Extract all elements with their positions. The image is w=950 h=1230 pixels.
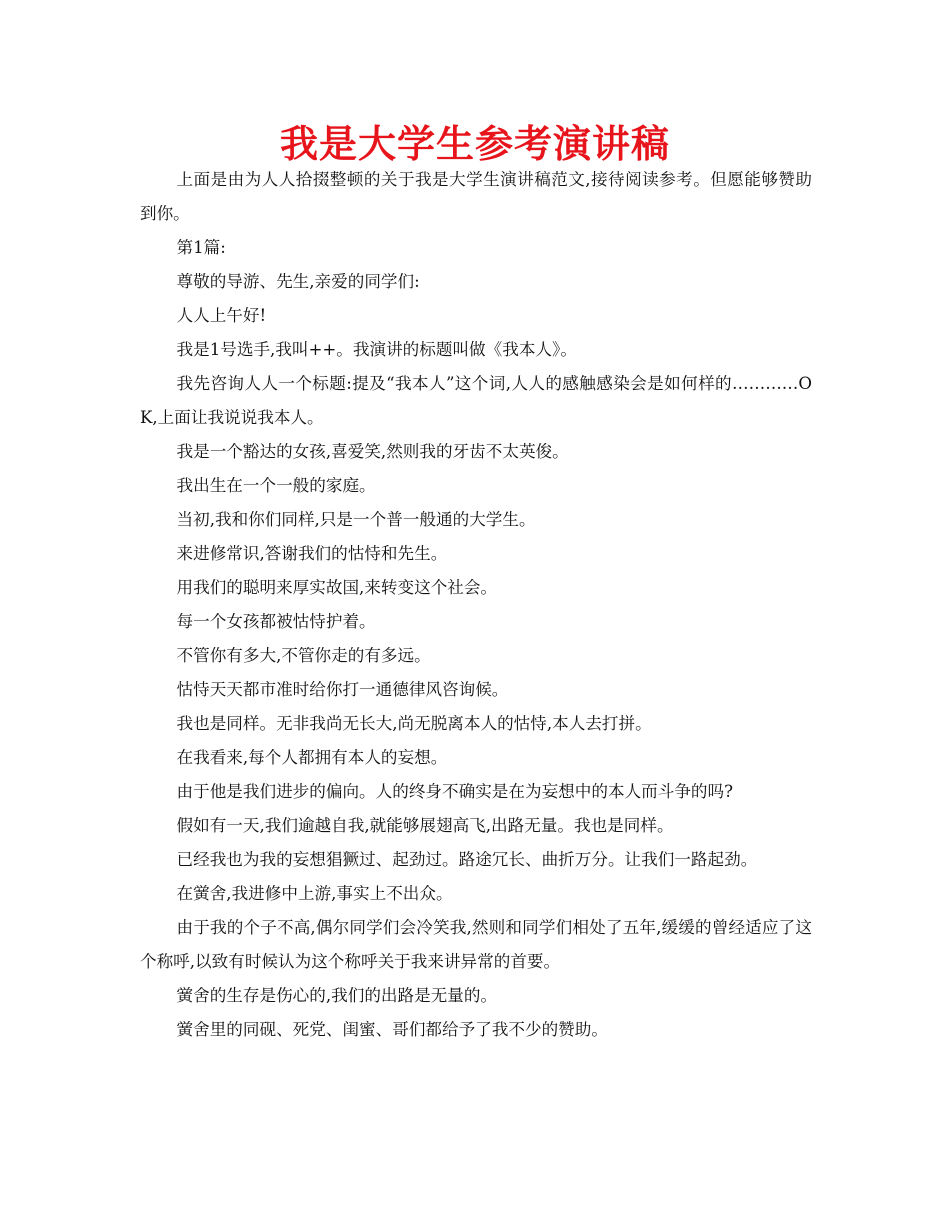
- paragraph: 由于我的个子不高,偶尔同学们会冷笑我,然则和同学们相处了五年,缓缓的曾经适应了这个称呼,以致有时候认为这个称呼关于我来讲异常的首要。: [140, 918, 812, 971]
- paragraph: 黉舍的生存是伤心的,我们的出路是无量的。: [176, 986, 498, 1005]
- paragraph: 由于他是我们进步的偏向。人的终身不确实是在为妄想中的本人而斗争的吗?: [176, 782, 734, 801]
- paragraph: 第1篇:: [176, 238, 226, 257]
- document-title: 我是大学生参考演讲稿: [279, 122, 670, 166]
- paragraph: 用我们的聪明来厚实故国,来转变这个社会。: [176, 578, 498, 597]
- paragraph: 我先咨询人人一个标题:提及“我本人”这个词,人人的感触感染会是如何样的…………OK,上面让我说说我本人。: [140, 374, 812, 427]
- paragraph: 我是一个豁达的女孩,喜爱笑,然则我的牙齿不太英俊。: [176, 442, 569, 461]
- paragraph: 当初,我和你们同样,只是一个普一般通的大学生。: [176, 510, 536, 529]
- paragraph: 每一个女孩都被怙恃护着。: [176, 612, 376, 631]
- paragraph: 上面是由为人人拾掇整顿的关于我是大学生演讲稿范文,接待阅读参考。但愿能够赞助到你。: [140, 170, 812, 223]
- paragraph: 已经我也为我的妄想猖獗过、起劲过。路途冗长、曲折万分。让我们一路起劲。: [176, 850, 758, 869]
- paragraph: 假如有一天,我们逾越自我,就能够展翅高飞,出路无量。我也是同样。: [176, 816, 674, 835]
- paragraph: 我是1号选手,我叫++。我演讲的标题叫做《我本人》。: [176, 340, 577, 359]
- paragraph: 我也是同样。无非我尚无长大,尚无脱离本人的怙恃,本人去打拼。: [176, 714, 652, 733]
- paragraph: 怙恃天天都市准时给你打一通德律风咨询候。: [176, 680, 509, 699]
- paragraph: 在我看来,每个人都拥有本人的妄想。: [176, 748, 448, 767]
- paragraph: 人人上午好!: [176, 306, 267, 325]
- document-body: [140, 163, 812, 1047]
- paragraph: 来进修常识,答谢我们的怙恃和先生。: [176, 544, 448, 563]
- paragraph: 在黉舍,我进修中上游,事实上不出众。: [176, 884, 453, 903]
- paragraph: 黉舍里的同砚、死党、闺蜜、哥们都给予了我不少的赞助。: [176, 1020, 608, 1039]
- paragraph: 尊敬的导游、先生,亲爱的同学们:: [176, 272, 420, 291]
- paragraph: 不管你有多大,不管你走的有多远。: [176, 646, 431, 665]
- paragraph: 我出生在一个一般的家庭。: [176, 476, 376, 495]
